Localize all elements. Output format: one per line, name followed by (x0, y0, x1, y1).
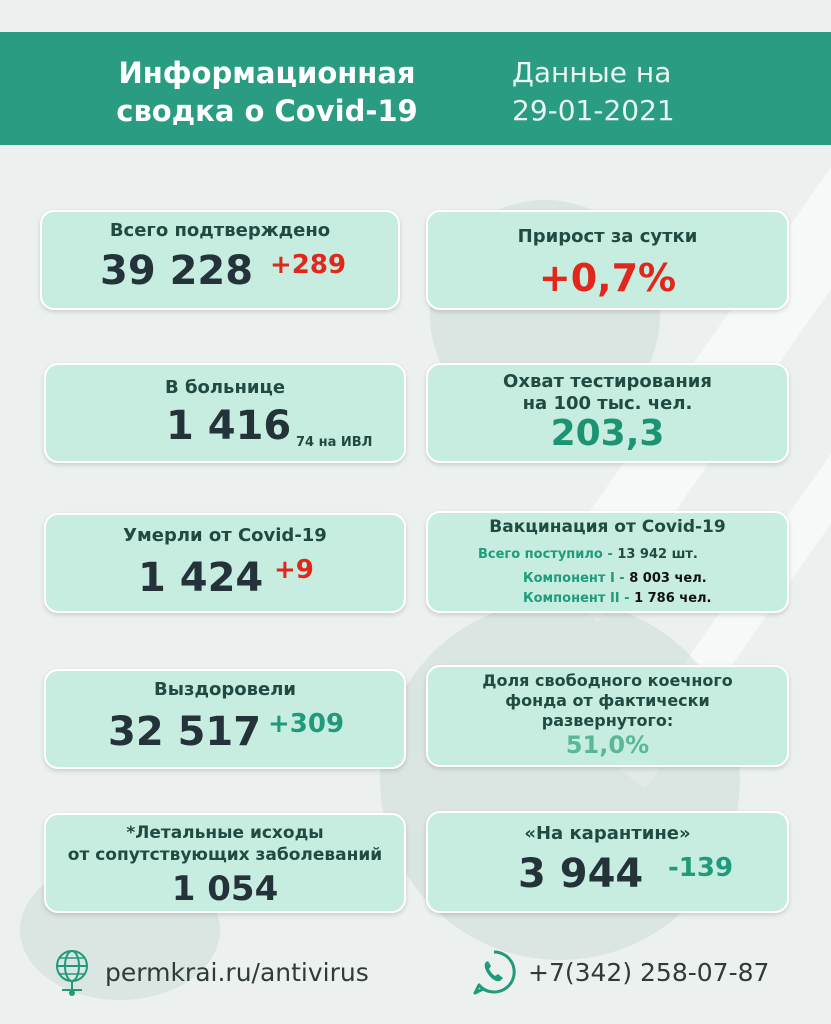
vaccination-total-label: Всего поступило - (478, 547, 618, 562)
recovered-value: 32 517 (108, 709, 262, 755)
component-2-label: Компонент II - (523, 591, 635, 606)
comorbid-label-2: от сопутствующих заболеваний (67, 845, 383, 865)
date-label: Данные на (512, 56, 672, 89)
card-daily-growth (426, 210, 789, 310)
report-date (512, 54, 675, 130)
card-free-beds (426, 665, 789, 767)
confirmed-label: Всего подтверждено (109, 220, 331, 241)
quarantine-value: 3 944 (518, 851, 644, 897)
vaccination-total-value: 13 942 шт. (617, 547, 698, 562)
card-testing (426, 363, 789, 463)
confirmed-value: 39 228 (100, 248, 254, 294)
growth-label: Прирост за сутки (517, 226, 698, 247)
card-vaccination (426, 511, 789, 613)
recovered-label: Выздоровели (153, 679, 296, 700)
beds-label-1: Доля свободного коечного (482, 671, 733, 690)
phone-number[interactable]: +7(342) 258-07-87 (528, 958, 770, 987)
phone-icon (470, 948, 518, 996)
component-2-value: 1 786 чел. (634, 591, 712, 606)
quarantine-delta: -139 (668, 853, 734, 883)
growth-value: +0,7% (538, 256, 677, 300)
card-comorbid-deaths (44, 813, 406, 913)
hospital-value: 1 416 (166, 403, 292, 449)
header-banner (0, 32, 831, 145)
comorbid-value: 1 054 (171, 869, 279, 909)
vaccination-total (478, 547, 698, 562)
title-line-2: сводка о Covid-19 (116, 94, 418, 128)
date-value: 29-01-2021 (512, 94, 675, 127)
recovered-delta: +309 (268, 709, 345, 739)
page-title (92, 54, 442, 130)
vaccination-component-1 (523, 571, 707, 586)
deaths-label: Умерли от Covid-19 (123, 525, 327, 546)
beds-value: 51,0% (565, 731, 650, 759)
vaccination-component-2 (523, 591, 712, 606)
comorbid-label-1: *Летальные исходы (126, 823, 324, 843)
title-line-1: Информационная (118, 56, 416, 90)
vaccination-label: Вакцинация от Covid-19 (489, 517, 726, 537)
website-link[interactable]: permkrai.ru/antivirus (105, 958, 369, 987)
deaths-value: 1 424 (138, 555, 264, 601)
card-recovered (44, 669, 406, 769)
testing-value: 203,3 (550, 413, 665, 454)
card-deaths (44, 513, 406, 613)
testing-label-1: Охват тестирования (503, 371, 712, 392)
deaths-delta: +9 (274, 555, 314, 585)
hospital-label: В больнице (164, 377, 286, 398)
ventilator-note: 74 на ИВЛ (296, 435, 373, 450)
quarantine-label: «На карантине» (524, 823, 691, 844)
beds-label-3: развернутого: (541, 711, 674, 730)
beds-label-2: фонда от фактически (505, 691, 710, 710)
globe-icon (54, 948, 90, 998)
card-quarantine (426, 811, 789, 913)
card-confirmed (40, 210, 400, 310)
component-1-label: Компонент I - (523, 571, 630, 586)
component-1-value: 8 003 чел. (629, 571, 707, 586)
confirmed-delta: +289 (270, 250, 347, 280)
testing-label-2: на 100 тыс. чел. (522, 393, 693, 414)
card-hospital (44, 363, 406, 463)
